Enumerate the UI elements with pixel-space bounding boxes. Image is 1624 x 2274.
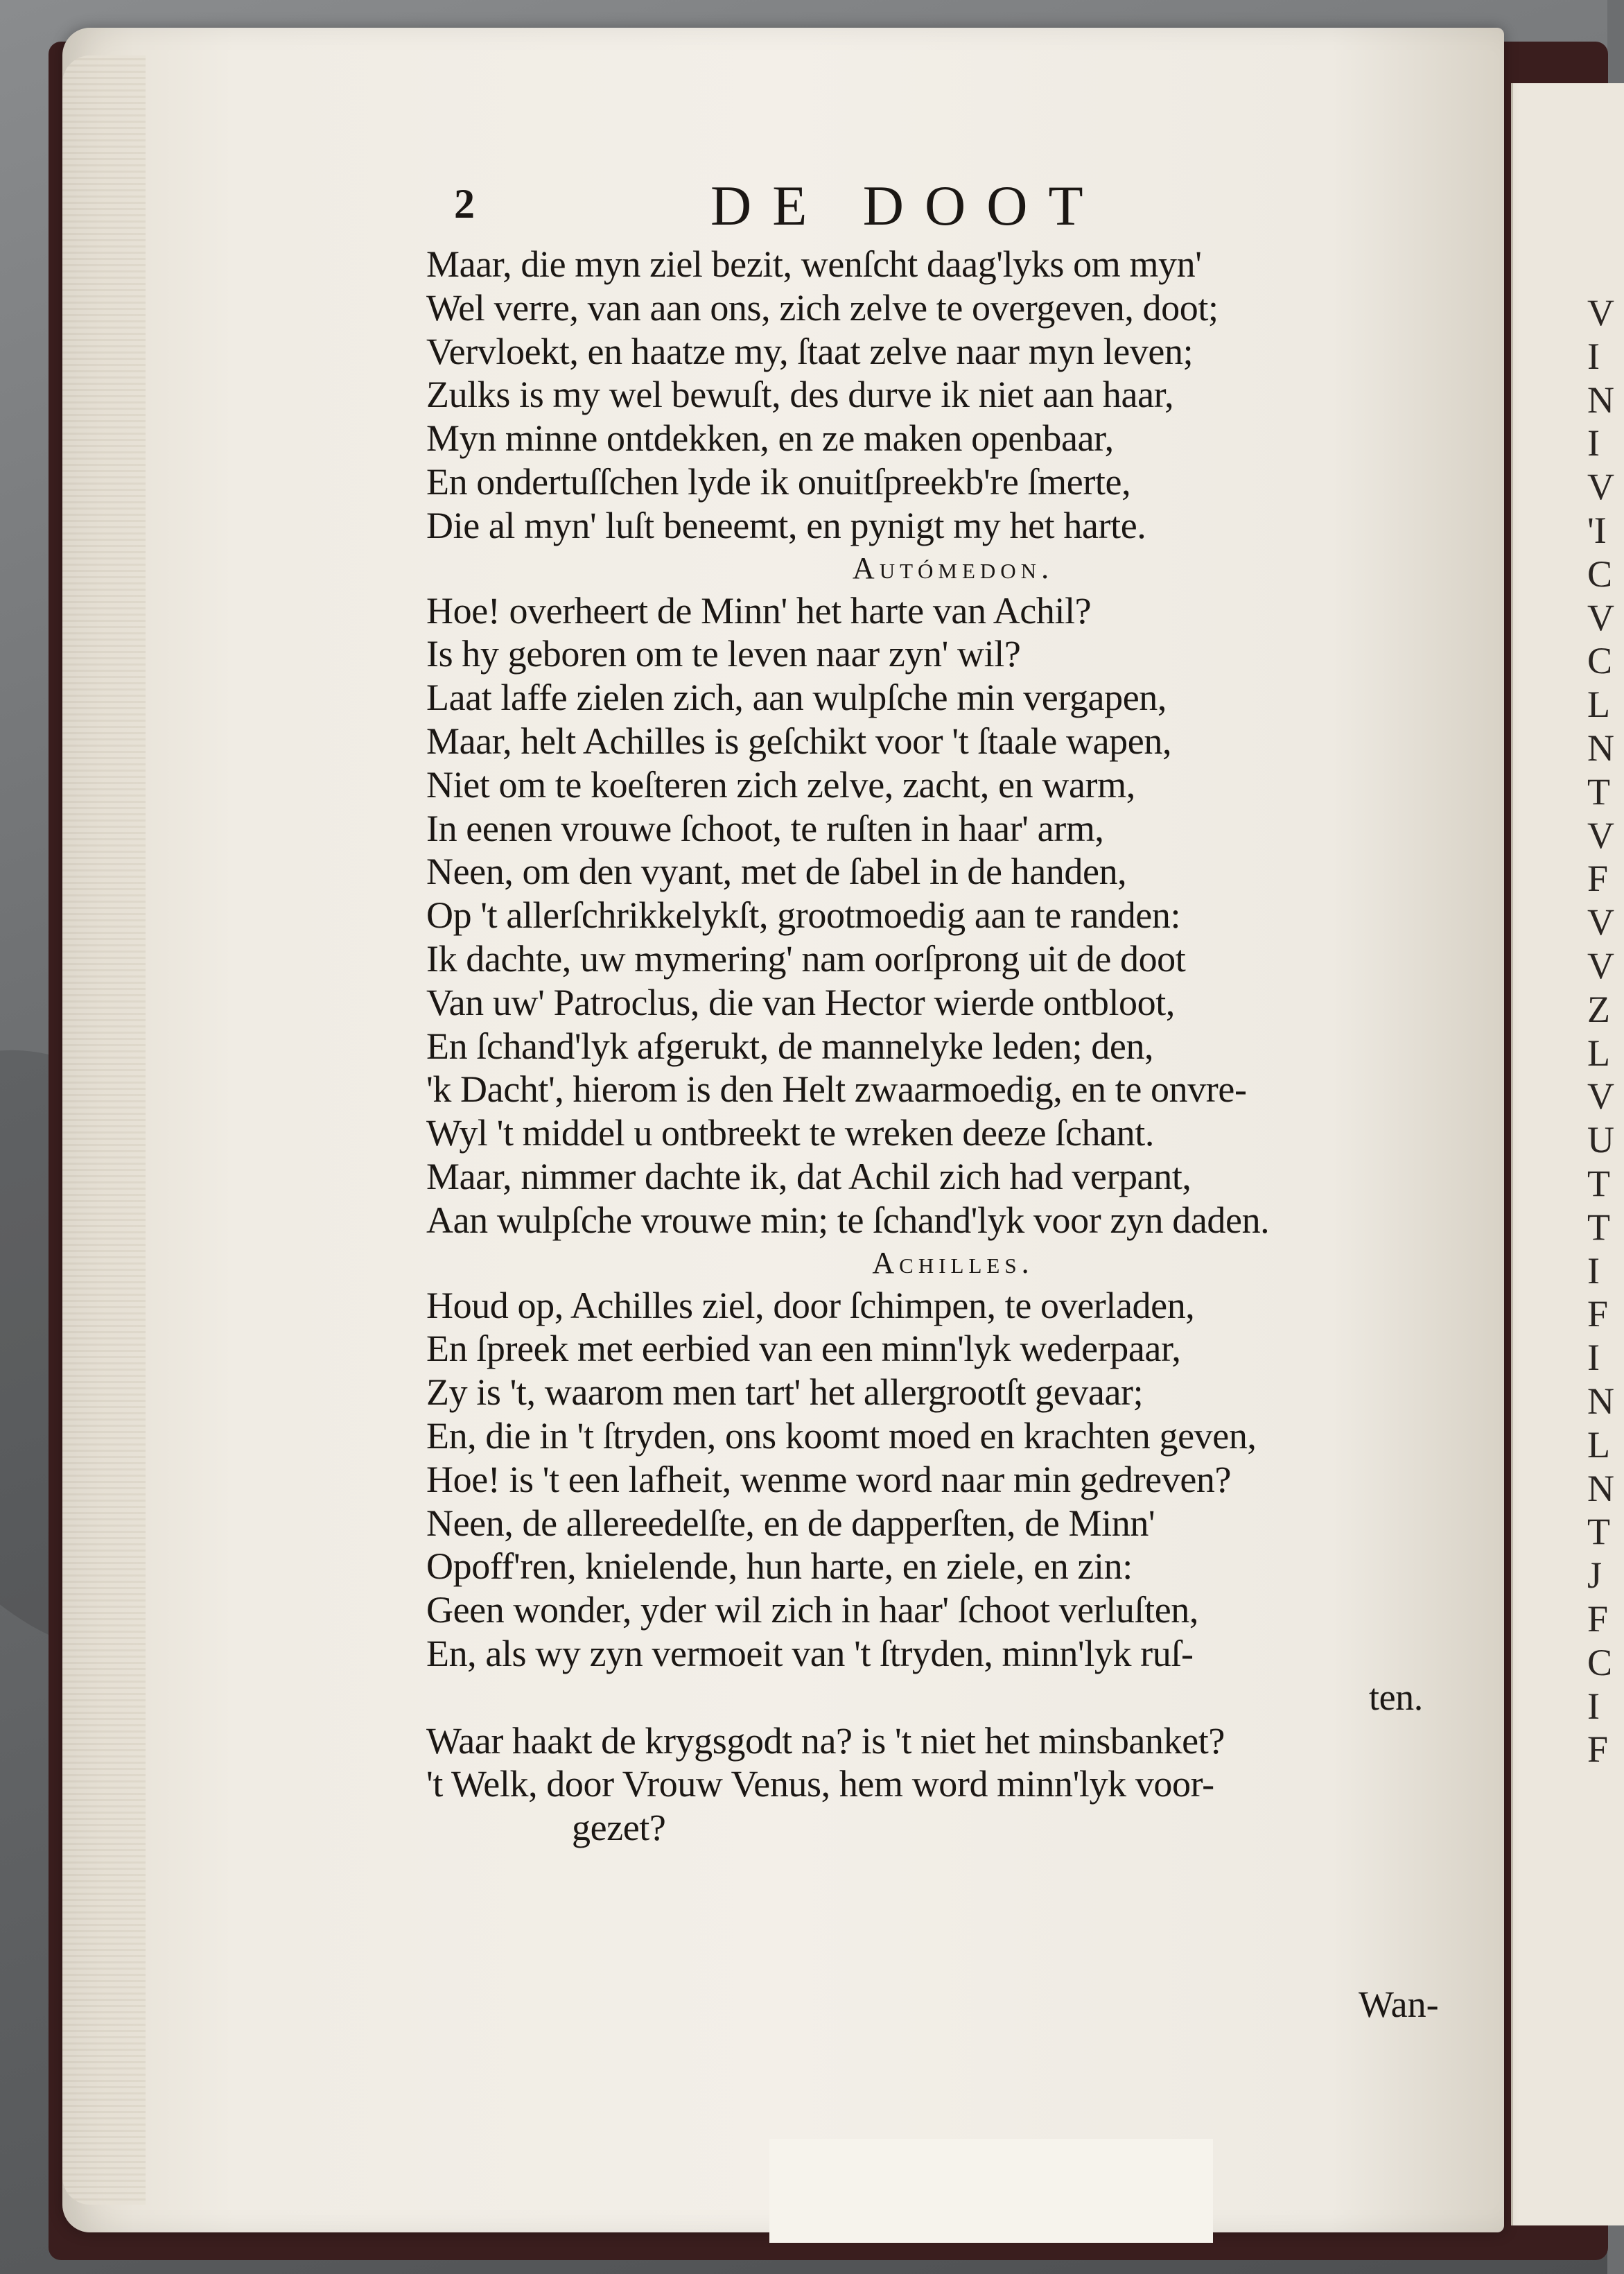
speaker-name: Achilles.: [872, 1245, 1034, 1280]
verse-line: Niet om te koeſteren zich zelve, zacht, en warm,: [426, 763, 1135, 806]
verse-line: Geen wonder, yder wil zich in haar' ſchoot verluſten,: [426, 1589, 1198, 1631]
verse-line: En ſpreek met eerbied van een minn'lyk wederpaar,: [426, 1328, 1181, 1370]
facing-page-letter: T: [1587, 1511, 1610, 1553]
verse-line: En ſchand'lyk afgerukt, de mannelyke leden; den,: [426, 1025, 1154, 1067]
speaker-name: Autómedon.: [852, 550, 1054, 585]
facing-page-letter: C: [1587, 1641, 1613, 1683]
verse-line: Ik dachte, uw mymering' nam oorſprong uit de doot: [426, 937, 1186, 980]
facing-page-letter: I: [1587, 422, 1600, 465]
facing-page-letter: L: [1587, 1032, 1610, 1074]
facing-page-letter: N: [1587, 1380, 1614, 1422]
verse-turnover: ten.: [1369, 1676, 1423, 1718]
verse-line: Houd op, Achilles ziel, door ſchimpen, te overladen,: [426, 1284, 1195, 1326]
verse-line: Wel verre, van aan ons, zich zelve te overgeven, doot;: [426, 286, 1219, 329]
verse-line: Die al myn' luſt beneemt, en pynigt my het harte.: [426, 504, 1146, 546]
facing-page-letter: F: [1587, 858, 1609, 900]
facing-page-letter: V: [1587, 944, 1614, 987]
verse-line: Is hy geboren om te leven naar zyn' wil?: [426, 633, 1021, 675]
facing-page-letter: T: [1587, 770, 1610, 813]
verse-line: Vervloekt, en haatze my, ſtaat zelve naar myn leven;: [426, 330, 1194, 372]
verse-line: Neen, de allereedelſte, en de dapperſten, de Minn': [426, 1502, 1155, 1544]
verse-line: In eenen vrouwe ſchoot, te ruſten in haar' arm,: [426, 807, 1104, 849]
verse-line: Op 't allerſchrikkelykſt, grootmoedig aan te randen:: [426, 894, 1181, 937]
verse-line: Maar, die myn ziel bezit, wenſcht daag'lyks om myn': [426, 243, 1202, 285]
facing-page-letter: J: [1587, 1554, 1603, 1597]
verse-line: En, als wy zyn vermoeit van 't ſtryden, minn'lyk ruſ-: [426, 1632, 1194, 1674]
verse-line: Aan wulpſche vrouwe min; te ſchand'lyk voor zyn daden.: [426, 1199, 1270, 1241]
facing-page-letter: F: [1587, 1293, 1609, 1335]
facing-page-letter: L: [1587, 684, 1610, 726]
facing-page-letter: I: [1587, 1337, 1600, 1379]
facing-page-letter: V: [1587, 466, 1614, 508]
verse-lines: [426, 243, 1480, 1850]
verse-line: gezet?: [572, 1807, 666, 1849]
facing-page-letter: V: [1587, 596, 1614, 639]
facing-page-letter: V: [1587, 1075, 1614, 1118]
page-title: DE DOOT: [710, 174, 1104, 237]
facing-page-letter: I: [1587, 1685, 1600, 1727]
verse-line: 'k Dacht', hierom is den Helt zwaarmoedig, en te onvre-: [426, 1068, 1247, 1111]
facing-page-letter: C: [1587, 640, 1613, 682]
page-text-block: [426, 159, 1480, 1850]
verse-line: Neen, om den vyant, met de ſabel in de handen,: [426, 851, 1127, 893]
verse-line: Maar, helt Achilles is geſchikt voor 't ſtaale wapen,: [426, 720, 1172, 762]
facing-page-letter: N: [1587, 379, 1614, 421]
verse-line: Zulks is my wel bewuſt, des durve ik niet aan haar,: [426, 374, 1174, 416]
facing-page-letter: U: [1587, 1119, 1614, 1161]
verse-line: Van uw' Patroclus, die van Hector wierde ontbloot,: [426, 981, 1175, 1023]
verse-line: En ondertuſſchen lyde ik onuitſpreekb're ſmerte,: [426, 460, 1131, 503]
facing-page-letter: F: [1587, 1597, 1609, 1640]
facing-page-letter: N: [1587, 1467, 1614, 1509]
facing-page-letter: C: [1587, 553, 1613, 595]
verse-line: Opoff'ren, knielende, hun harte, en ziele, en zin:: [426, 1545, 1133, 1588]
facing-page-letter: L: [1587, 1423, 1610, 1466]
facing-page-letter: F: [1587, 1728, 1609, 1771]
facing-page-letter: 'I: [1587, 509, 1607, 551]
page-deckle-edge: [62, 55, 146, 2205]
page-number: 2: [454, 181, 475, 227]
facing-page-letter: T: [1587, 1162, 1610, 1204]
facing-page-letter: V: [1587, 814, 1614, 856]
catchword: Wan-: [1359, 1984, 1439, 2025]
facing-page-letter: Z: [1587, 988, 1610, 1030]
facing-page-letter: I: [1587, 335, 1600, 377]
facing-page-letter: N: [1587, 727, 1614, 769]
facing-page-letter: V: [1587, 292, 1614, 333]
verse-line: Maar, nimmer dachte ik, dat Achil zich had verpant,: [426, 1155, 1191, 1197]
verse-line: Myn minne ontdekken, en ze maken openbaar,: [426, 417, 1114, 460]
verse-line: Hoe! is 't een lafheit, wenme word naar min gedreven?: [426, 1458, 1232, 1500]
paper-strip: [769, 2139, 1213, 2243]
verse-line: Laat laffe zielen zich, aan wulpſche min vergapen,: [426, 677, 1167, 719]
verse-line: Zy is 't, waarom men tart' het allergrootſt gevaar;: [426, 1371, 1144, 1414]
facing-page-letter: T: [1587, 1206, 1610, 1248]
verse-line: Wyl 't middel u ontbreekt te wreken deeze ſchant.: [426, 1112, 1154, 1154]
facing-page-letter: I: [1587, 1249, 1600, 1292]
facing-page-edge-text: [1587, 291, 1615, 1771]
verse-line: Waar haakt de krygsgodt na? is 't niet het minsbanket?: [426, 1719, 1225, 1762]
verse-line: Hoe! overheert de Minn' het harte van Achil?: [426, 589, 1092, 632]
facing-page-letter: V: [1587, 901, 1614, 944]
running-head: [426, 159, 1480, 243]
verse-line: En, die in 't ſtryden, ons koomt moed en krachten geven,: [426, 1414, 1257, 1457]
verse-line: 't Welk, door Vrouw Venus, hem word minn'lyk voor-: [426, 1763, 1214, 1805]
